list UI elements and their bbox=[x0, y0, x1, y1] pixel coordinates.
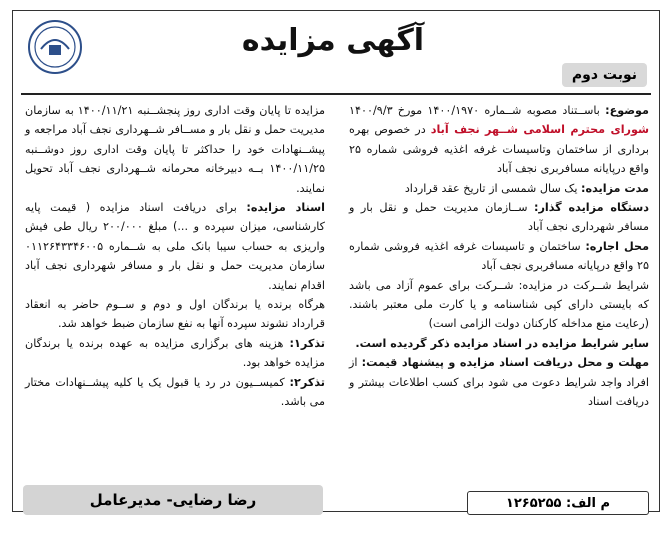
note1-label: تذکر۱: bbox=[289, 336, 325, 350]
winners-paragraph: هرگاه برنده یا برندگان اول و دوم و ســوم حاضر به انعقاد قرارداد نشوند سپرده آنها به نفع سازمان ضبط خواهد شد. bbox=[25, 298, 325, 331]
subject-highlight: شورای محترم اسلامی شــهر نجف آباد bbox=[430, 123, 650, 137]
organizer-paragraph bbox=[349, 198, 649, 237]
other-conditions-text: سایر شرایط مزایده در اسناد مزایده ذکر گردیده است. bbox=[355, 336, 649, 350]
reference-number: م الف: ۱۲۶۵۲۵۵ bbox=[467, 491, 649, 515]
note2-text: کمیســیون در رد یا قبول یک یا کلیه پیشــنهادات مختار می باشد. bbox=[25, 375, 325, 409]
docs-text: برای دریافت اسناد مزایده ( قیمت پایه کارشناسی، میزان سپرده و ...) مبلغ ۲۰۰/۰۰۰ ریال طی فیش واریزی به حساب سیبا بانک ملی به شــماره ۰۱۱۲۶۴۳۳۴۶۰۰۵ سازمان مدیریت حمل و نقل بار و مسافر شهرداری نجف آباد اقدام نمایند. bbox=[25, 201, 325, 292]
organizer-label: دستگاه مزایده گذار: bbox=[533, 201, 649, 215]
note1-text: هزینه های برگزاری مزایده به عهده برنده یا برندگان مزایده خواهد بود. bbox=[25, 336, 325, 370]
page-title: آگهی مزایده bbox=[241, 23, 425, 58]
signature-box: رضا رضایی- مدیرعامل bbox=[23, 485, 323, 515]
location-label: محل اجاره: bbox=[585, 239, 649, 253]
other-conditions-paragraph bbox=[349, 334, 649, 353]
note2-paragraph bbox=[25, 373, 325, 412]
location-text: ساختمان و تاسیسات غرفه اغذیه فروشی شماره ۲۵ واقع درپایانه مسافربری نجف آباد bbox=[349, 239, 649, 273]
header-divider bbox=[21, 93, 651, 95]
right-column bbox=[349, 101, 649, 412]
advertisement-frame bbox=[12, 10, 660, 512]
deadline-text: از افراد واجد شرایط دعوت می شود برای کسب اطلاعات بیشتر و دریافت اسناد bbox=[349, 356, 649, 409]
subject-label: موضوع: bbox=[605, 104, 649, 117]
left-column bbox=[25, 101, 325, 412]
subject-text-2: در خصوص بهره برداری از ساختمان وتاسیسات غرفه اغذیه فروشی شماره ۲۵ واقع درپایانه مسافربری نجف آباد bbox=[349, 123, 649, 176]
round-badge: نوبت دوم bbox=[562, 63, 647, 87]
note2-label: تذکر۲: bbox=[289, 375, 325, 389]
deadline-paragraph bbox=[349, 353, 649, 411]
duration-label: مدت مزایده: bbox=[581, 181, 649, 195]
location-paragraph bbox=[349, 237, 649, 276]
docs-label: اسناد مزایده: bbox=[246, 201, 325, 215]
duration-text: یک سال شمسی از تاریخ عقد قرارداد bbox=[404, 181, 581, 195]
conditions-paragraph: شرایط شــرکت در مزایده: شــرکت برای عموم آزاد می باشد که بایستی دارای کپی شناسنامه و یا کارت ملی معتبر باشند. (رعایت منع مداخله کارکنان دولت الزامی است) bbox=[349, 278, 649, 331]
organizer-text: ســازمان مدیریت حمل و نقل بار و مسافر شهرداری نجف آباد bbox=[349, 201, 649, 234]
duration-paragraph bbox=[349, 179, 649, 198]
subject-paragraph bbox=[349, 101, 649, 179]
deadline-cont-paragraph: مزایده تا پایان وقت اداری روز پنجشــنبه ۱۴۰۰/۱۱/۲۱ به سازمان مدیریت حمل و نقل بار و مســافر شــهرداری نجف آباد مراجعه و پیشــنهادات خود را حداکثر تا پایان وقت اداری روز دوشــنبه ۱۴۰۰/۱۱/۲۵ بــه دبیرخانه محرمانه شــهرداری نجف آباد تحویل نمایند. bbox=[25, 104, 325, 195]
deadline-label: مهلت و محل دریافت اسناد مزایده و پیشنهاد قیمت: bbox=[361, 356, 649, 370]
subject-text-1: باســتناد مصوبه شــماره ۱۴۰۰/۱۹۷۰ مورخ ۱۴۰۰/۹/۳ bbox=[349, 104, 606, 117]
municipality-logo-icon bbox=[27, 19, 83, 75]
note1-paragraph bbox=[25, 334, 325, 373]
docs-paragraph bbox=[25, 198, 325, 295]
